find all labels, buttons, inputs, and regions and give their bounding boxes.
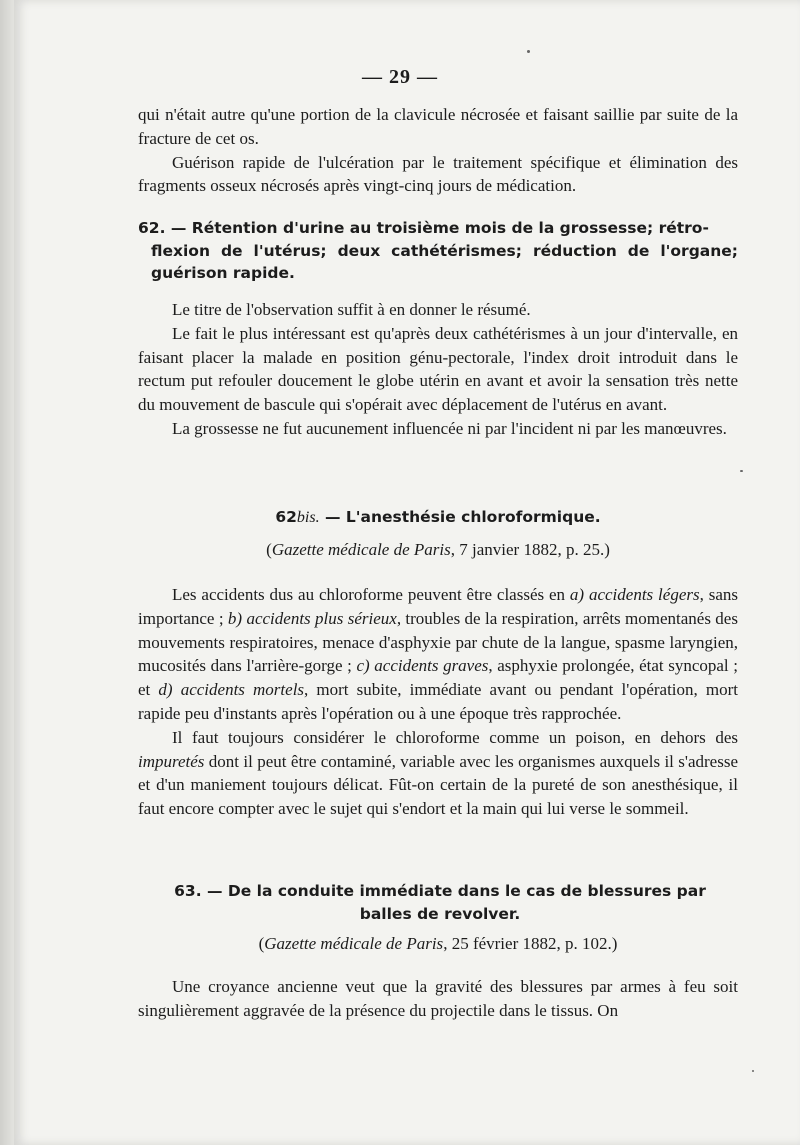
section-62bis-p2	[138, 726, 738, 821]
accidents-graves: accidents graves	[369, 656, 489, 676]
section-63-source	[138, 934, 738, 954]
section-62bis-p1	[138, 583, 738, 726]
source-details: , 7 janvier 1882, p. 25.)	[450, 540, 610, 559]
text-run: dont il peut être contaminé, variable avec les organismes auxquels il s'adresse et d'un maniement toujours délicat. Fût-on certain de la pureté de son anesthésique, il faut encore compter avec le sujet qui s'endort et la main qui lui verse le sommeil.	[138, 751, 738, 819]
scan-speck	[740, 470, 743, 472]
source-open-paren: (	[258, 934, 265, 953]
section-62bis-heading	[138, 508, 738, 527]
section-63-heading	[160, 880, 720, 925]
section-62bis-bis: bis.	[296, 509, 320, 526]
section-63-body	[138, 975, 738, 1023]
label-a: a)	[569, 585, 585, 604]
text-run: , asphyxie prolongée, état syncopal ; et	[138, 656, 738, 700]
page-gutter	[0, 0, 14, 1145]
impuretes: impuretés	[138, 751, 205, 771]
text-run: Il faut toujours considérer le chloroforme comme un poison, en dehors des	[172, 727, 738, 747]
accidents-serieux: accidents plus sérieux	[242, 608, 397, 628]
section-62-p3: La grossesse ne fut aucunement influencée ni par l'incident ni par les manœuvres.	[172, 418, 727, 438]
text-run: Les accidents dus au chloroforme peuvent être classés en	[172, 585, 570, 604]
section-62-number: 62.	[138, 219, 166, 237]
text-run: , troubles de la respiration, arrêts momentanés des mouvements respiratoires, menace d'asphyxie par chute de la langue, spasme laryngien, mucosités dans l'arrière-gorge ;	[138, 608, 738, 676]
section-62-title-first: — Rétention d'urine au troisième mois de la grossesse; rétro-	[170, 219, 709, 237]
section-62bis-source	[138, 540, 738, 560]
section-62bis-body	[138, 583, 738, 821]
scan-speck	[527, 50, 530, 53]
section-62-body	[138, 298, 738, 441]
continuation-text	[138, 103, 738, 198]
section-62bis-title: — L'anesthésie chloroformique.	[319, 508, 601, 526]
source-open-paren: (	[266, 540, 272, 559]
scan-speck	[752, 1070, 754, 1072]
source-journal: Gazette médicale de Paris	[271, 540, 451, 559]
label-c: c)	[356, 656, 370, 676]
source-details: , 25 février 1882, p. 102.)	[443, 934, 618, 953]
section-62-heading	[138, 217, 738, 285]
section-62-title-rest: flexion de l'utérus; deux cathétérismes; réduction de l'organe; guérison rapide.	[151, 241, 738, 282]
label-b: b)	[227, 608, 243, 628]
accidents-mortels: accidents mortels	[172, 680, 305, 700]
section-63-p1: Une croyance ancienne veut que la gravité des blessures par armes à feu soit singulièrement aggravée de la présence du projectile dans le tissus. On	[138, 977, 738, 1020]
source-journal: Gazette médicale de Paris	[264, 934, 444, 953]
accidents-legers: accidents légers	[584, 585, 700, 604]
paragraph-clavicule: qui n'était autre qu'une portion de la clavicule nécrosée et faisant saillie par suite de la fracture de cet os.	[138, 105, 738, 148]
text-run: , mort subite, immédiate avant ou pendant l'opération, mort rapide peu d'instants après l'opération ou à une époque très rapprochée.	[138, 680, 739, 723]
section-63-number: 63.	[174, 882, 202, 900]
section-62bis-number: 62	[275, 508, 297, 526]
label-d: d)	[158, 680, 173, 700]
section-62-p1: Le titre de l'observation suffit à en donner le résumé.	[172, 300, 531, 319]
text-run: , sans importance ;	[138, 585, 738, 628]
paragraph-guerison: Guérison rapide de l'ulcération par le traitement spécifique et élimination des fragments osseux nécrosés après vingt-cinq jours de médication.	[138, 152, 738, 196]
section-63-title: — De la conduite immédiate dans le cas de blessures par balles de revolver.	[201, 882, 706, 923]
page-number: — 29 —	[362, 66, 438, 88]
section-62-p2: Le fait le plus intéressant est qu'après deux cathétérismes à un jour d'intervalle, en faisant placer la malade en position génu-pectorale, l'index droit introduit dans le rectum put refouler doucement le globe utérin en avant et avoir la sensation très nette du mouvement de bascule qui s'opérait avec déplacement de l'utérus en avant.	[138, 323, 738, 415]
